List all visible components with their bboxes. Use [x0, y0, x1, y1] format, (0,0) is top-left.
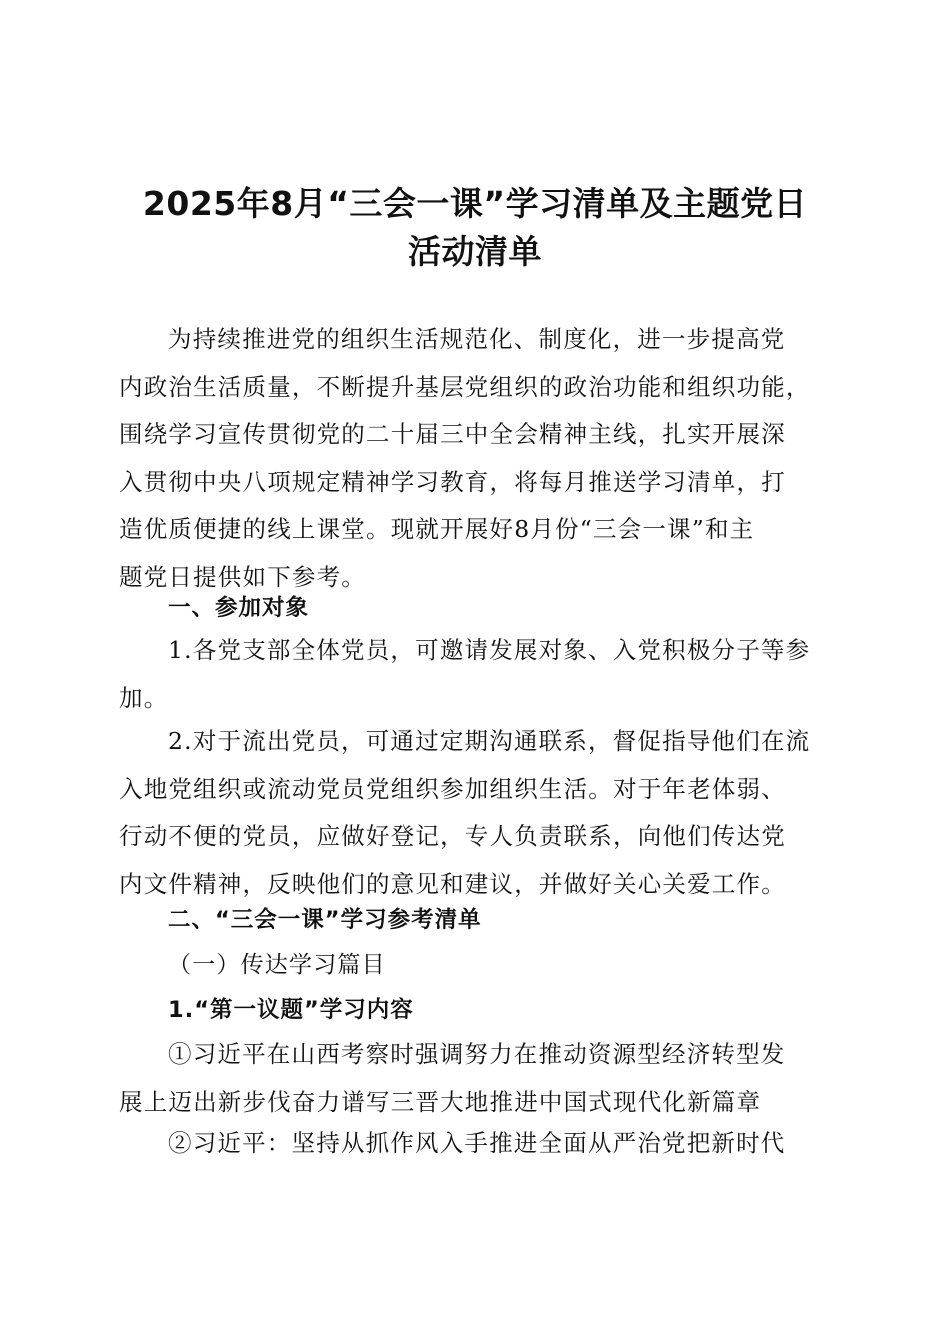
item-paragraph-2: [119, 718, 839, 908]
topic-item-paragraph-2: [119, 1120, 839, 1168]
intro-line: 为持续推进党的组织生活规范化、制度化，进一步提高党: [168, 325, 786, 353]
intro-line: 入贯彻中央八项规定精神学习教育，将每月推送学习清单，打: [119, 467, 786, 496]
intro-line: 内政治生活质量，不断提升基层党组织的政治功能和组织功能，: [119, 372, 811, 401]
item-line: 2.对于流出党员，可通过定期沟通联系，督促指导他们在流: [168, 727, 811, 755]
subsection-heading: （一）传达学习篇目: [168, 952, 386, 978]
section-heading-study-list: 二、“三会一课”学习参考清单: [168, 907, 482, 933]
item-line: 入地党组织或流动党员党组织参加组织生活。对于年老体弱、: [119, 774, 786, 803]
topic-item-paragraph-1: [119, 1031, 839, 1126]
topic-item-line: ②习近平：坚持从抓作风入手推进全面从严治党把新时代: [168, 1129, 786, 1157]
section-heading-participants: 一、参加对象: [168, 595, 310, 621]
intro-paragraph: [119, 316, 839, 602]
intro-line: 造优质便捷的线上课堂。现就开展好8月份“三会一课”和主: [119, 515, 755, 544]
item-line: 行动不便的党员，应做好登记，专人负责联系，向他们传达党: [119, 822, 786, 851]
item-line: 加。: [119, 683, 169, 712]
topic-item-line: ①习近平在山西考察时强调努力在推动资源型经济转型发: [168, 1040, 786, 1068]
item-line: 1.各党支部全体党员，可邀请发展对象、入党积极分子等参: [168, 636, 811, 664]
item-line: 内文件精神，反映他们的意见和建议，并做好关心关爱工作。: [119, 869, 786, 898]
topic-item-line: 展上迈出新步伐奋力谱写三晋大地推进中国式现代化新篇章: [119, 1087, 762, 1116]
intro-line: 围绕学习宣传贯彻党的二十届三中全会精神主线，扎实开展深: [119, 420, 786, 449]
topic-heading: 1.“第一议题”学习内容: [168, 997, 414, 1023]
item-paragraph-1: [119, 627, 839, 722]
intro-line: 题党日提供如下参考。: [119, 562, 366, 591]
document-title-line-1: 2025年8月“三会一课”学习清单及主题党日: [142, 184, 808, 223]
document-title-line-2: 活动清单: [408, 232, 542, 271]
